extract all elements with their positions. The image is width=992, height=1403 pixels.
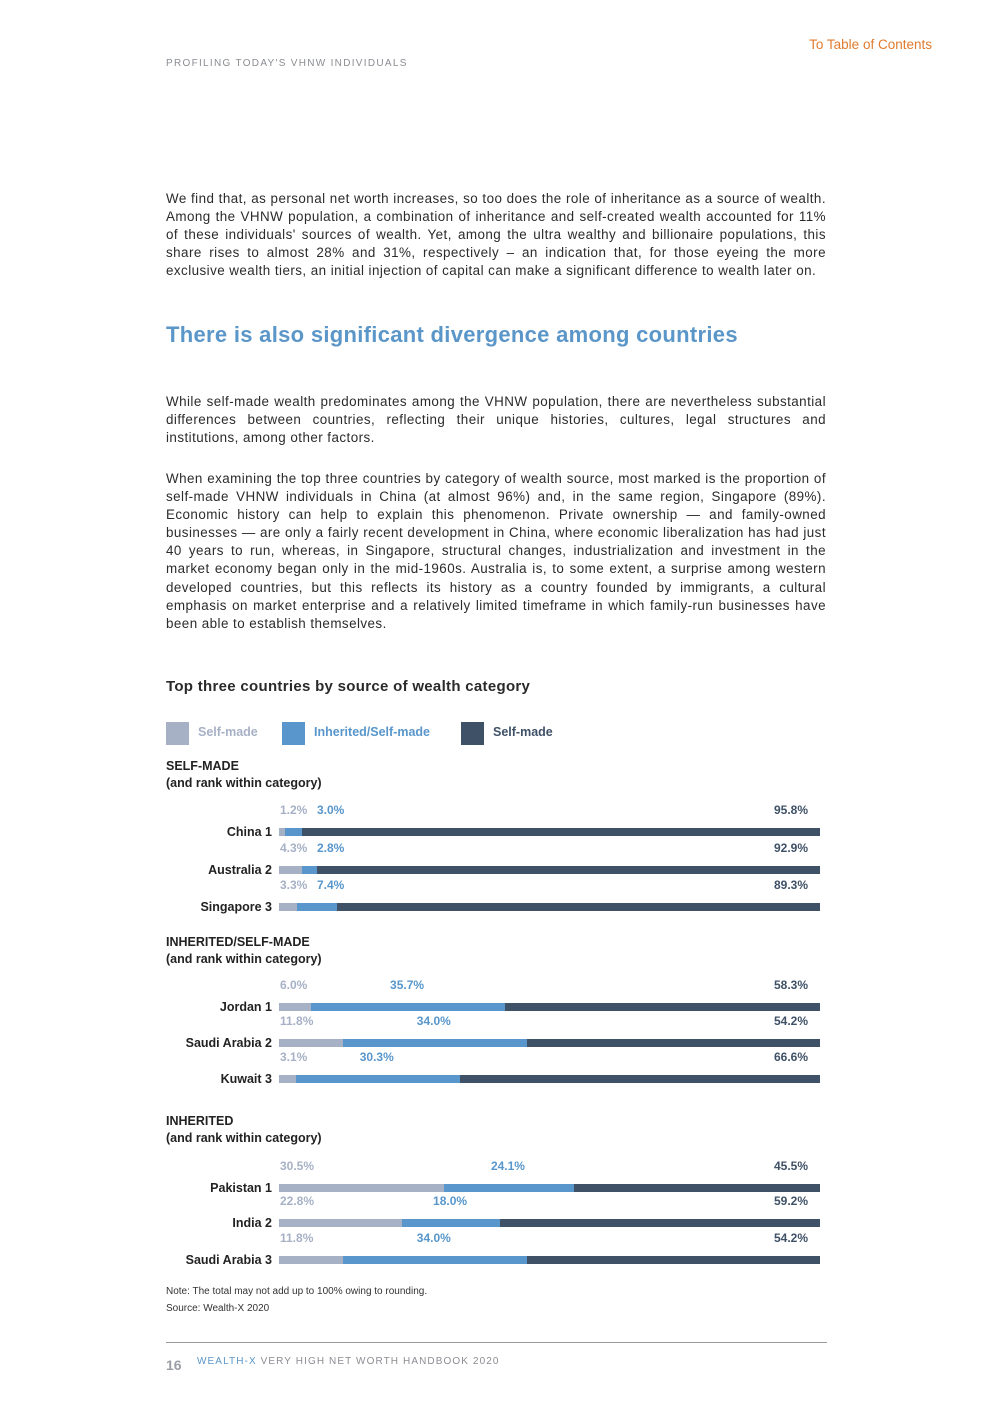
divergence-paragraph: While self-made wealth predominates among the VHNW population, there are nevertheless substantial differences between countries, reflecting their unique histories, cultures, legal structures and institutions, among other factors. [166, 394, 826, 446]
group-subtitle-line: (and rank within category) [166, 952, 322, 966]
bar-segment-self-made-dark [460, 1075, 820, 1083]
country-label: Pakistan 1 [210, 1181, 272, 1195]
stacked-bar [279, 1003, 820, 1011]
bar-segment-self-made-light [279, 1039, 343, 1047]
country-label: Singapore 3 [200, 900, 272, 914]
chart-row [166, 841, 866, 877]
value-label-self-made-light: 3.3% [280, 878, 308, 892]
chart-row [166, 1050, 866, 1086]
value-label-inherited-self-made: 7.4% [317, 878, 345, 892]
value-label-inherited-self-made: 3.0% [317, 803, 345, 817]
value-label-inherited-self-made: 18.0% [433, 1194, 468, 1208]
footer-title [197, 1356, 500, 1367]
country-analysis-paragraph: When examining the top three countries by category of wealth source, most marked is the proportion of self-made VHNW individuals in China (at almost 96%) and, in the same region, Singapore (89%). Economic history can help to explain this phenomenon. Private ownership — and family-owned businesses — are only a fairly recent development in China, where economic liberalization has had just 40 years to run, whereas, in Singapore, structural changes, industrialization and investment in the market economy began only in the mid-1960s. Australia is, to some extent, a surprise among western developed countries, but this reflects its history as a country founded by immigrants, a cultural emphasis on market enterprise and a relatively limited timeframe in which family-run businesses have been able to establish themselves. [166, 471, 826, 631]
footer-divider [166, 1342, 827, 1343]
bar-segment-inherited-self-made [311, 1003, 504, 1011]
page-number: 16 [166, 1357, 182, 1373]
value-label-self-made-light: 30.5% [280, 1159, 315, 1173]
chart-group-title [166, 758, 322, 792]
table-of-contents-link[interactable]: To Table of Contents [809, 37, 932, 52]
bar-segment-self-made-light [279, 1003, 311, 1011]
bar-segment-self-made-dark [527, 1039, 820, 1047]
chart-row [166, 978, 866, 1014]
stacked-bar [279, 1075, 820, 1083]
value-label-self-made-dark: 54.2% [774, 1014, 809, 1028]
bar-segment-self-made-dark [505, 1003, 820, 1011]
footer-brand: WEALTH-X [197, 1356, 257, 1367]
value-label-self-made-dark: 95.8% [774, 803, 809, 817]
value-label-self-made-dark: 66.6% [774, 1050, 809, 1064]
section-heading: There is also significant divergence among countries [166, 322, 738, 347]
bar-segment-inherited-self-made [402, 1219, 499, 1227]
value-label-inherited-self-made: 34.0% [416, 1231, 451, 1245]
chart-row [166, 803, 866, 839]
group-subtitle-line: (and rank within category) [166, 776, 322, 790]
chart-group [166, 934, 866, 1094]
value-label-self-made-dark: 58.3% [774, 978, 809, 992]
value-label-self-made-light: 4.3% [280, 841, 308, 855]
chart-note: Note: The total may not add up to 100% owing to rounding. [166, 1286, 428, 1297]
country-label: Saudi Arabia 3 [185, 1253, 272, 1267]
bar-segment-inherited-self-made [285, 828, 301, 836]
stacked-bar [279, 1039, 820, 1047]
legend-swatch [461, 722, 484, 745]
value-label-self-made-dark: 92.9% [774, 841, 809, 855]
value-label-self-made-light: 1.2% [280, 803, 308, 817]
chart-group [166, 1113, 866, 1273]
value-label-inherited-self-made: 34.0% [416, 1014, 451, 1028]
group-title-line: INHERITED [166, 1114, 234, 1128]
stacked-bar [279, 1184, 820, 1192]
country-label: China 1 [226, 825, 272, 839]
legend-swatch [166, 722, 189, 745]
country-label: India 2 [232, 1216, 272, 1230]
section-label: PROFILING TODAY'S VHNW INDIVIDUALS [166, 58, 408, 69]
bar-segment-self-made-light [279, 1075, 296, 1083]
country-label: Jordan 1 [219, 1000, 272, 1014]
country-label: Saudi Arabia 2 [185, 1036, 272, 1050]
bar-segment-self-made-dark [337, 903, 820, 911]
legend-swatch [282, 722, 305, 745]
value-label-self-made-dark: 45.5% [774, 1159, 809, 1173]
country-label: Kuwait 3 [220, 1072, 272, 1086]
chart-source: Source: Wealth-X 2020 [166, 1303, 270, 1314]
legend-label: Self-made [493, 725, 553, 739]
chart-row [166, 1231, 866, 1267]
bar-segment-self-made-light [279, 1256, 343, 1264]
bar-segment-self-made-dark [500, 1219, 820, 1227]
bar-segment-inherited-self-made [343, 1256, 527, 1264]
group-title-line: SELF-MADE [166, 759, 239, 773]
footer-handbook-title: VERY HIGH NET WORTH HANDBOOK 2020 [256, 1356, 500, 1367]
chart-row [166, 878, 866, 914]
group-title-line: INHERITED/SELF-MADE [166, 935, 310, 949]
legend-label: Inherited/Self-made [314, 725, 430, 739]
chart-group [166, 758, 866, 918]
value-label-self-made-light: 6.0% [280, 978, 308, 992]
stacked-bar [279, 903, 820, 911]
group-subtitle-line: (and rank within category) [166, 1131, 322, 1145]
value-label-self-made-light: 11.8% [280, 1231, 314, 1245]
bar-segment-inherited-self-made [444, 1184, 574, 1192]
value-label-inherited-self-made: 2.8% [317, 841, 345, 855]
value-label-self-made-dark: 54.2% [774, 1231, 809, 1245]
chart-title: Top three countries by source of wealth category [166, 678, 531, 695]
bar-segment-self-made-light [279, 1219, 402, 1227]
legend-label: Self-made [198, 725, 258, 739]
bar-segment-self-made-dark [527, 1256, 820, 1264]
value-label-self-made-dark: 59.2% [774, 1194, 809, 1208]
stacked-bar [279, 866, 820, 874]
stacked-bar [279, 1219, 820, 1227]
chart-row [166, 1194, 866, 1230]
bar-segment-self-made-light [279, 866, 302, 874]
bar-segment-self-made-light [279, 903, 297, 911]
bar-segment-self-made-dark [302, 828, 820, 836]
value-label-self-made-dark: 89.3% [774, 878, 809, 892]
bar-segment-inherited-self-made [297, 903, 337, 911]
bar-segment-self-made-dark [574, 1184, 820, 1192]
chart-row [166, 1159, 866, 1195]
bar-segment-inherited-self-made [343, 1039, 527, 1047]
bar-segment-inherited-self-made [302, 866, 317, 874]
value-label-self-made-light: 3.1% [280, 1050, 308, 1064]
intro-paragraph: We find that, as personal net worth increases, so too does the role of inheritance as a source of wealth. Among the VHNW population, a combination of inheritance and self-created wealth accounted for 11% of these individuals' sources of wealth. Yet, among the ultra wealthy and billionaire populations, this share rises to almost 28% and 31%, respectively – an indication that, for those eyeing the more exclusive wealth tiers, an initial injection of capital can make a significant difference to wealth later on. [166, 191, 826, 279]
value-label-inherited-self-made: 30.3% [359, 1050, 394, 1064]
stacked-bar [279, 828, 820, 836]
bar-segment-inherited-self-made [296, 1075, 460, 1083]
value-label-self-made-light: 11.8% [280, 1014, 314, 1028]
chart-group-title [166, 1113, 322, 1147]
bar-segment-self-made-light [279, 1184, 444, 1192]
chart-group-title [166, 934, 322, 968]
value-label-inherited-self-made: 35.7% [390, 978, 425, 992]
bar-segment-self-made-dark [317, 866, 820, 874]
stacked-bar [279, 1256, 820, 1264]
chart-row [166, 1014, 866, 1050]
country-label: Australia 2 [208, 863, 272, 877]
value-label-self-made-light: 22.8% [280, 1194, 315, 1208]
value-label-inherited-self-made: 24.1% [490, 1159, 525, 1173]
